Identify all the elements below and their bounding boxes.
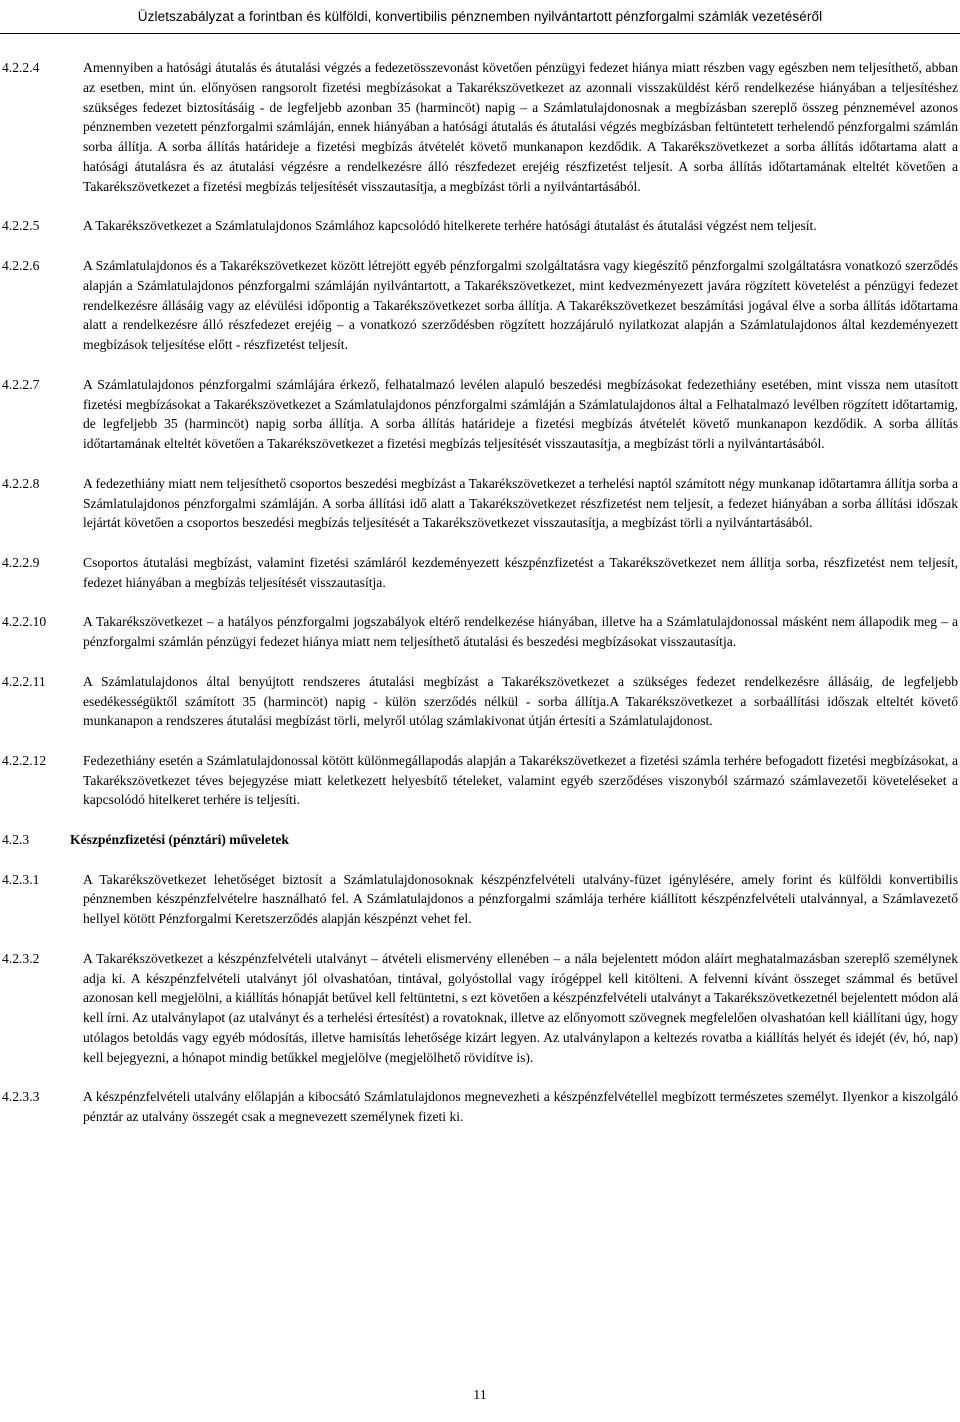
running-header: Üzletszabályzat a forintban és külföldi, konvertibilis pénznemben nyilvántartott pénzforgalmi számlák vezetéséről <box>137 9 823 24</box>
paragraph-number: 4.2.2.8 <box>2 475 40 491</box>
paragraph-number: 4.2.2.11 <box>2 673 46 689</box>
paragraph-text: Csoportos átutalási megbízást, valamint fizetési számláról kezdeményezett készpénzfizetést a Takarékszövetkezet nem állítja sorba, részfizetést nem teljesít, fedezet hiányában a megbízás teljesítését visszautasítja. <box>83 554 958 590</box>
paragraph-number: 4.2.2.7 <box>2 376 40 392</box>
paragraph-4-2-2-4 <box>2 58 958 197</box>
paragraph-4-2-3-3 <box>2 1087 958 1127</box>
paragraph-4-2-2-12 <box>2 751 958 810</box>
paragraph-4-2-2-9 <box>2 553 958 593</box>
paragraph-4-2-3-1 <box>2 870 958 929</box>
paragraph-text: A Számlatulajdonos által benyújtott rendszeres átutalási megbízást a Takarékszövetkezet a szükséges fedezet rendelkezésre állásáig, de legfeljebb esedékességüktől számított 35 (harmincöt) napig - külön szerződés nélkül - sorba állítja.A Takarékszövetkezet a sorbaállítási időszak elteltét követő munkanapon a rendszeres átutalási megbízást törli, melyről utólag számlakivonat útján értesíti a Számlatulajdonost. <box>83 673 958 729</box>
paragraph-text: A Számlatulajdonos pénzforgalmi számlájára érkező, felhatalmazó levélen alapuló beszedési megbízásokat fedezethiány esetében, mint vissza nem utasított fizetési megbízásokat a Takarékszövetkezet a Számlatulajdonos pénzforgalmi számláján a Számlatulajdonos által a Felhatalmazó levélben rögzített időtartamig, de legfeljebb 35 (harmincöt) napig sorba állítja. A sorba állítás határideje a fizetési megbízás átvételét követő munkanapon kezdődik. A sorba állítás időtartamának elteltét követően a Takarékszövetkezet a fizetési megbízás teljesítését visszautasítja, a megbízást törli a nyilvántartásából. <box>83 376 958 452</box>
header-divider <box>0 33 960 34</box>
paragraph-4-2-3-2 <box>2 949 958 1068</box>
paragraph-text: A Takarékszövetkezet a Számlatulajdonos Számlához kapcsolódó hitelkerete terhére hatósági átutalást és átutalási végzést nem teljesít. <box>83 218 817 234</box>
paragraph-text: A Takarékszövetkezet a készpénzfelvételi utalványt – átvételi elismervény ellenében – a nála bejelentett módon aláírt meghatalmazásban szereplő személynek adja ki. A készpénzfelvételi utalványt jól olvashatóan, tintával, golyóstollal vagy írógéppel kell kitölteni. A felvenni kívánt összeget számmal és betűvel azonosan kell megjelölni, a kiállítás hónapját betűvel kell feltüntetni, s ezt követően a készpénzfelvételi utalványt a Takarékszövetkezetnél bejelentett módon alá kell írni. Az utalványlapot (az utalványt és a terhelési értesítést) a rovatoknak, illetve az előnyomott szövegnek megfelelően olvashatóan kell kiállítani úgy, hogy utólagos betoldás vagy egyéb módosítás, illetve hamisítás lehetősége kizárt legyen. Az utalványlapon a keltezés rovatba a kiállítás helyét és idejét (év, hó, nap) kell bejegyezni, a hónapot mindig betűkkel megjelölve (megjelölhető rövidítve is). <box>83 950 958 1065</box>
paragraph-text: A Takarékszövetkezet – a hatályos pénzforgalmi jogszabályok eltérő rendelkezése hiányában, illetve ha a Számlatulajdonossal másként nem állapodik meg – a pénzforgalmi számlán pénzügyi fedezet hiánya miatt nem teljesíthető átutalási és beszedési megbízásokat visszautasítja. <box>83 614 958 650</box>
paragraph-number: 4.2.2.9 <box>2 554 40 570</box>
paragraph-4-2-2-5 <box>2 216 958 236</box>
paragraph-text: A fedezethiány miatt nem teljesíthető csoportos beszedési megbízást a Takarékszövetkezet a terhelési naptól számított négy munkanap időtartamra állítja sorba a Számlatulajdonos pénzforgalmi számláján. A sorba állítási idő alatt a Takarékszövetkezet részfizetést nem teljesít, a fedezet hiányában a sorba állítási időszak lejártát követően a csoportos beszedési megbízás teljesítését a Takarékszövetkezet visszautasítja, a megbízást törli a nyilvántartásából. <box>83 475 958 531</box>
paragraph-number: 4.2.2.5 <box>2 218 40 234</box>
paragraph-number: 4.2.2.12 <box>2 752 47 768</box>
heading-number: 4.2.3 <box>2 832 30 848</box>
paragraph-number: 4.2.3.1 <box>2 871 40 887</box>
paragraph-4-2-2-6 <box>2 256 958 355</box>
paragraph-number: 4.2.3.3 <box>2 1089 40 1105</box>
document-body <box>2 58 958 1147</box>
paragraph-4-2-2-11 <box>2 672 958 731</box>
heading-title: Készpénzfizetési (pénztári) műveletek <box>70 832 289 848</box>
paragraph-4-2-2-10 <box>2 612 958 652</box>
page-number: 11 <box>473 1388 487 1403</box>
paragraph-text: Amennyiben a hatósági átutalás és átutalási végzés a fedezetösszevonást követően pénzügyi fedezet hiánya miatt részben vagy egészben nem teljesíthető, abban az esetben, mint ún. előnyösen rangsorolt fizetési megbízásokat a Takarékszövetkezet az azonnali visszaküldést kérő rendelkezése hiányában a teljesítéshez szükséges fedezet biztosításáig - de legfeljebb azonban 35 (harmincöt) napig – a Számlatulajdonosnak a megbízásban szereplő összeg pénznemével azonos pénznemben vezetett pénzforgalmi számláján, ennek hiányában a hatósági átutalás és átutalási végzés megbízásban feltüntetett terhelendő pénzforgalmi számlán sorba állítja. A sorba állítás határideje a fizetési megbízás átvételét követő munkanapon kezdődik. A Takarékszövetkezet a sorba állítás időtartama alatt a hatósági átutalásra és az átutalási végzésre a rendelkezésre álló részfedezet erejéig részfizetést teljesít. A sorba állítás időtartamának elteltét követően a Takarékszövetkezet a fizetési megbízás teljesítését visszautasítja, a megbízást törli a nyilvántartásából. <box>83 60 958 194</box>
paragraph-number: 4.2.2.4 <box>2 60 40 75</box>
paragraph-4-2-2-7 <box>2 375 958 454</box>
paragraph-4-2-2-8 <box>2 474 958 533</box>
paragraph-text: Fedezethiány esetén a Számlatulajdonossal kötött különmegállapodás alapján a Takarékszövetkezet a fizetési számla terhére befogadott fizetési megbízásokat, a Takarékszövetkezet téves bejegyzése miatt keletkezett helyesbítő tételeket, valamint egyéb szerződéses viszonyból származó számlavezetői követeléseket a kapcsolódó hitelkeret terhére is teljesíti. <box>83 752 958 808</box>
paragraph-number: 4.2.3.2 <box>2 950 40 966</box>
paragraph-number: 4.2.2.6 <box>2 257 40 273</box>
paragraph-text: A készpénzfelvételi utalvány előlapján a kibocsátó Számlatulajdonos megnevezheti a készpénzfelvétellel megbízott természetes személyt. Ilyenkor a kiszolgáló pénztár az utalvány összegét csak a megnevezett személynek fizeti ki. <box>83 1089 958 1125</box>
paragraph-number: 4.2.2.10 <box>2 614 47 630</box>
section-heading-4-2-3 <box>2 830 958 850</box>
paragraph-text: A Takarékszövetkezet lehetőséget biztosít a Számlatulajdonosoknak készpénzfelvételi utalvány-füzet igénylésére, amely forint és külföldi konvertibilis pénznemben készpénzfelvételre használható fel. A Számlatulajdonos a pénzforgalmi számlája terhére kiállított készpénzfelvételi utalvánnyal, a Számlavezető hellyel kötött Pénzforgalmi Keretszerződés alapján készpénzt vehet fel. <box>83 871 958 927</box>
paragraph-text: A Számlatulajdonos és a Takarékszövetkezet között létrejött egyéb pénzforgalmi szolgáltatásra vagy kiegészítő pénzforgalmi szolgáltatásra vonatkozó szerződés alapján a Számlatulajdonos pénzforgalmi számláján nyilvántartott, a Takarékszövetkezet, mint kedvezményezett javára rögzített követelést a pénzügyi fedezet rendelkezésre állásáig vagy az elévülési időpontig a Takarékszövetkezet sorba állítja. A Takarékszövetkezet beszámítási jogával élve a sorba állítás időtartama alatt a rendelkezésre álló részfedezet erejéig – a vonatkozó szerződésben rögzített hozzájáruló nyilatkozat alapján a Számlatulajdonos által kezdeményezett megbízások teljesítése előtt - részfizetést teljesít. <box>83 257 958 353</box>
